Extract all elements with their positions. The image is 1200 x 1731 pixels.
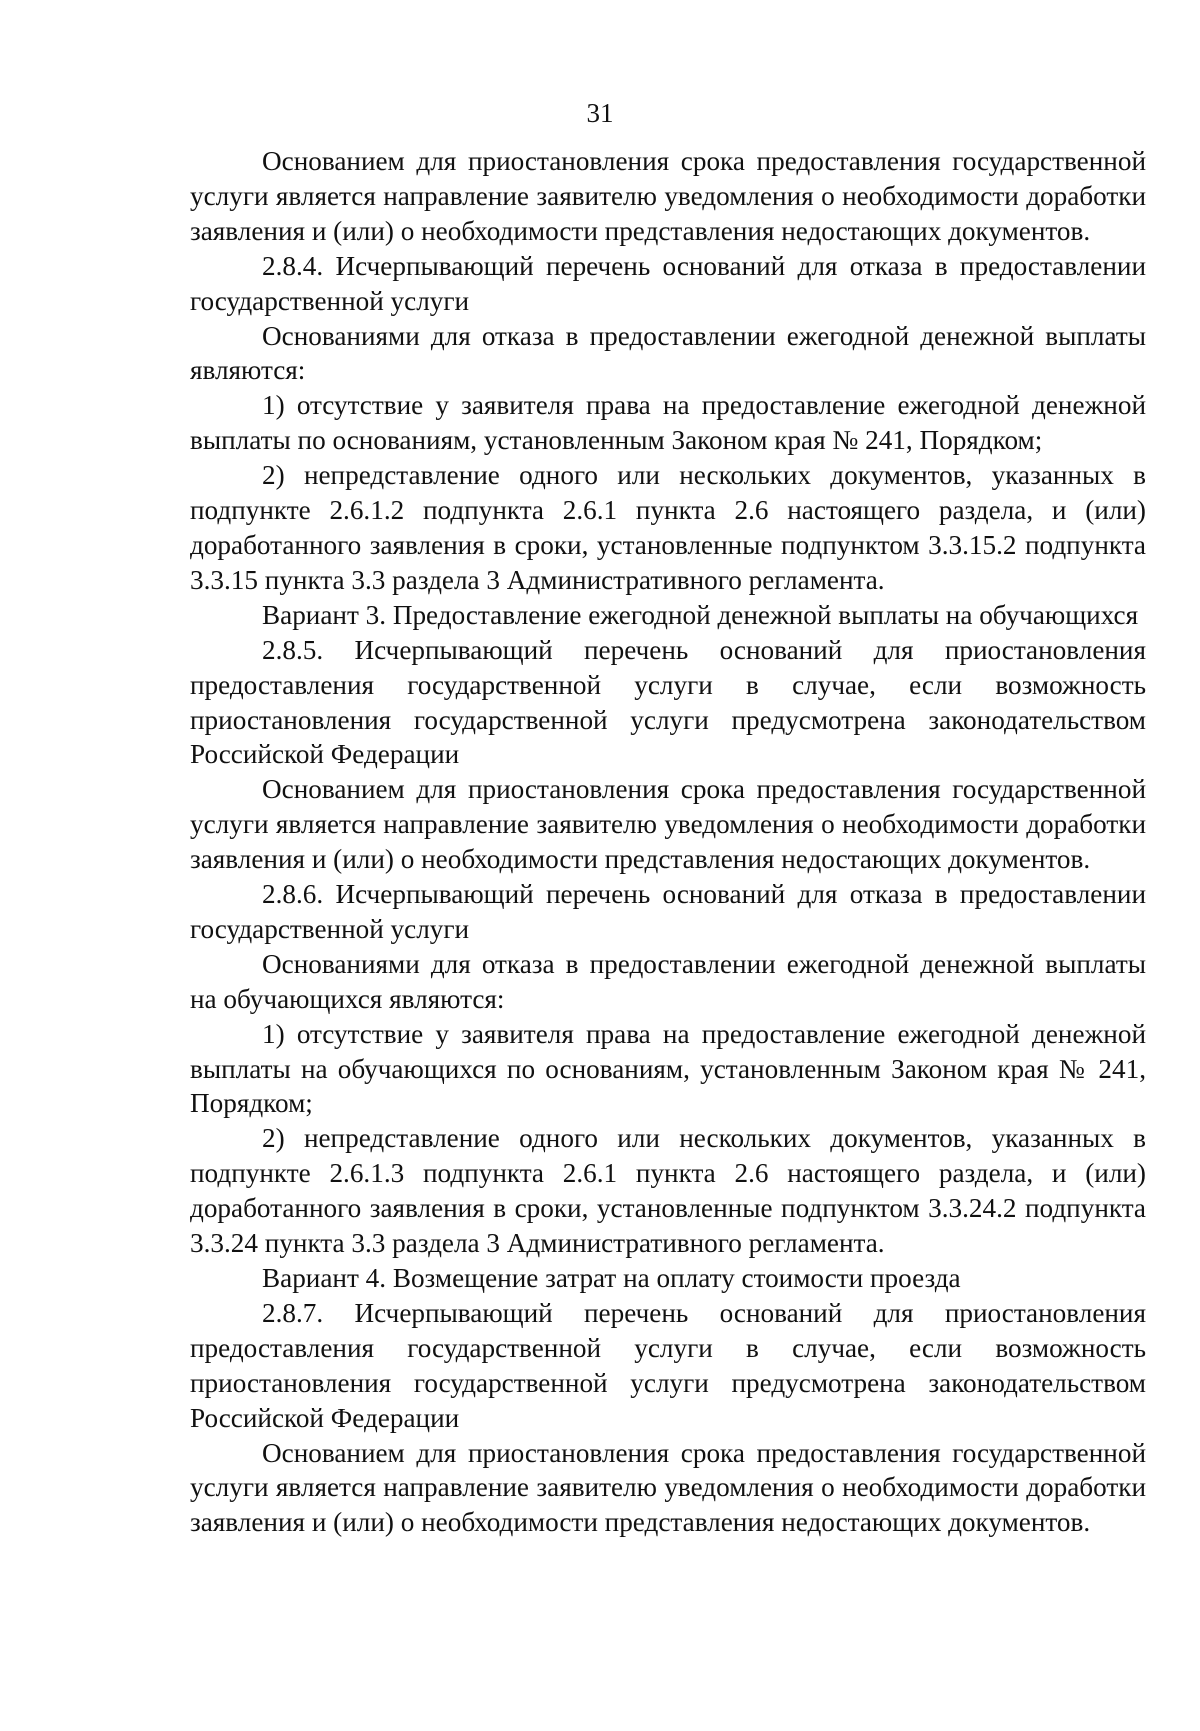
list-item-refusal-1: 1) отсутствие у заявителя права на предоставление ежегодной денежной выплаты по основаниям, установленным Законом края № 241, Порядком; xyxy=(190,390,1146,456)
section-heading-2-8-7: 2.8.7. Исчерпывающий перечень оснований для приостановления предоставления государственной услуги в случае, если возможность приостановления государственной услуги предусмотрена законодательством Российской Федерации xyxy=(190,1297,1146,1433)
section-heading-2-8-4: 2.8.4. Исчерпывающий перечень оснований для отказа в предоставлении государственной услуги xyxy=(190,250,1146,316)
paragraph-suspension-grounds: Основанием для приостановления срока предоставления государственной услуги является направление заявителю уведомления о необходимости доработки заявления и (или) о необходимости представления недостающих документов. xyxy=(190,774,1146,875)
list-item-refusal-2: 2) непредставление одного или нескольких документов, указанных в подпункте 2.6.1.2 подпункта 2.6.1 пункта 2.6 настоящего раздела, и (или) доработанного заявления в сроки, установленные подпунктом 3.3.15.2 подпункта 3.3.15 пункта 3.3 раздела 3 Административного регламента. xyxy=(190,460,1146,595)
page-number: 31 xyxy=(586,98,614,128)
variant-heading-3: Вариант 3. Предоставление ежегодной денежной выплаты на обучающихся xyxy=(262,599,1139,630)
paragraph-suspension-grounds: Основанием для приостановления срока предоставления государственной услуги является направление заявителю уведомления о необходимости доработки заявления и (или) о необходимости представления недостающих документов. xyxy=(190,146,1146,246)
list-item-refusal-2: 2) непредставление одного или нескольких документов, указанных в подпункте 2.6.1.3 подпункта 2.6.1 пункта 2.6 настоящего раздела, и (или) доработанного заявления в сроки, установленные подпунктом 3.3.24.2 подпункта 3.3.24 пункта 3.3 раздела 3 Административного регламента. xyxy=(190,1123,1146,1259)
document-body xyxy=(190,144,1146,1540)
paragraph-suspension-grounds: Основанием для приостановления срока предоставления государственной услуги является направление заявителю уведомления о необходимости доработки заявления и (или) о необходимости представления недостающих документов. xyxy=(190,1437,1146,1538)
list-item-refusal-1: 1) отсутствие у заявителя права на предоставление ежегодной денежной выплаты на обучающихся по основаниям, установленным Законом края № 241, Порядком; xyxy=(190,1018,1146,1119)
section-heading-2-8-5: 2.8.5. Исчерпывающий перечень оснований для приостановления предоставления государственной услуги в случае, если возможность приостановления государственной услуги предусмотрена законодательством Российской Федерации xyxy=(190,634,1146,770)
section-heading-2-8-6: 2.8.6. Исчерпывающий перечень оснований для отказа в предоставлении государственной услуги xyxy=(190,879,1146,944)
paragraph-refusal-grounds-intro: Основаниями для отказа в предоставлении ежегодной денежной выплаты на обучающихся являются: xyxy=(190,948,1146,1014)
variant-heading-4: Вариант 4. Возмещение затрат на оплату стоимости проезда xyxy=(262,1263,961,1293)
paragraph-refusal-grounds-intro: Основаниями для отказа в предоставлении ежегодной денежной выплаты являются: xyxy=(190,320,1146,386)
